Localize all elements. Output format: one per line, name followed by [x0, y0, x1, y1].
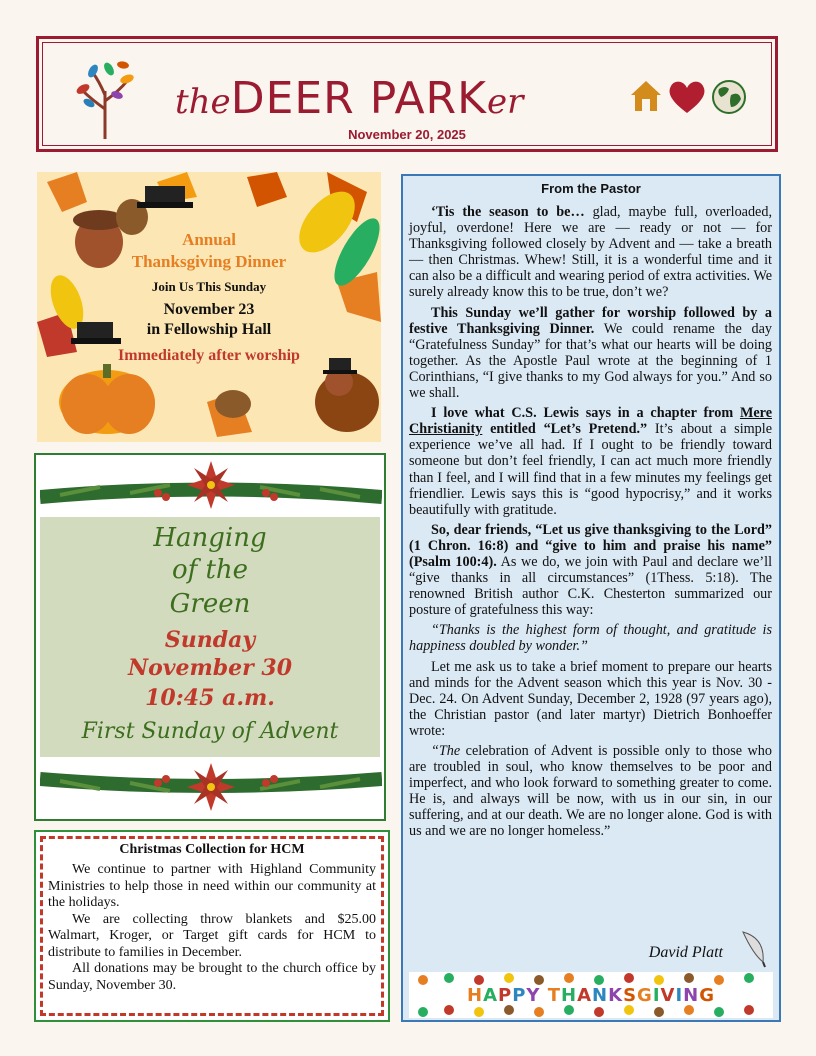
banner-letter: N	[683, 985, 700, 1006]
paragraph-text: It’s about a simple experience we’ve all had. If I ought to be friendly toward someone but don’t feel friendly, I can act much more friendly than I feel, and I will find that in a few minutes my feelings get friendlier. Lewis says this is “good hypocrisy,” and it works beautifully with gratitude.	[409, 421, 773, 518]
green-title-3: Green	[169, 589, 251, 619]
paragraph-lead: ‘Tis the season to be…	[431, 204, 585, 220]
banner-letter: A	[577, 985, 593, 1006]
banner-letter: G	[699, 985, 716, 1006]
lead-text: entitled “Let’s Pretend.”	[482, 421, 648, 438]
dinner-date: November 23	[163, 301, 255, 318]
poinsettia-garland-top	[40, 457, 382, 517]
quote-lead: “The	[431, 743, 461, 759]
banner-letter: A	[483, 985, 498, 1006]
lead-text: I love what C.S. Lewis says in a chapter from	[431, 405, 740, 422]
pastor-heading: From the Pastor	[541, 181, 641, 196]
banner-letter: T	[547, 985, 562, 1006]
bonhoeffer-quote	[409, 743, 772, 840]
banner-letter: I	[652, 985, 661, 1006]
banner-letter: N	[592, 985, 609, 1006]
pastor-paragraph	[409, 522, 772, 619]
book-title: Mere Christianity	[409, 405, 772, 438]
banner-letter: S	[623, 985, 638, 1006]
banner-letter: P	[512, 985, 527, 1006]
issue-date: November 20, 2025	[348, 127, 466, 142]
quill-pen-icon	[739, 928, 769, 968]
banner-letter: Y	[526, 985, 541, 1006]
pastor-paragraph	[409, 405, 772, 518]
pastor-signature: David Platt	[648, 944, 723, 961]
green-title-1: Hanging	[153, 523, 267, 553]
quote-text: celebration of Advent is possible only to those who are troubled in soul, who know themselves to be poor and imperfect, and who look forward to something greater to come. He is, and always will be now, with us in our sin, in our suffering, and at our death. We are no longer alone. God is with us and we are no longer homeless.”	[409, 743, 772, 840]
pastor-paragraph	[409, 204, 772, 301]
pastor-paragraph: Let me ask us to take a brief moment to prepare our hearts and minds for the Advent season which this year is Nov. 30 - Dec. 24. On Advent Sunday, December 2, 1928 (97 years ago), the Christian pastor (and later martyr) Dietrich Bonhoeffer wrote:	[409, 658, 772, 739]
paragraph-text: As we do, we join with Paul and declare we’ll “give thanks in all circumstances” (1Thess. 5:18). The renowned British author C.K. Chesterton summarized our posture of gratefulness this way:	[409, 553, 773, 619]
banner-letter: H	[466, 985, 484, 1006]
hcm-paragraph: We continue to partner with Highland Community Ministries to help those in need within our community at the holidays.	[48, 862, 376, 910]
pastor-letter	[409, 204, 772, 844]
heart-icon	[667, 79, 707, 115]
banner-letter: V	[660, 985, 676, 1006]
dinner-invite: Join Us This Sunday	[151, 279, 267, 294]
paragraph-text: We could rename the day “Gratefulness Sunday” for that’s what our hearts will be doing together. As the Apostle Paul wrote at the beginning of 1 Corinthians, “I give thanks to my God always for you.” And so we shall.	[409, 320, 772, 402]
green-title-2: of the	[171, 555, 249, 585]
paragraph-lead: So, dear friends, “Let us give thanksgiving to the Lord” (1 Chron. 16:8) and “give to him and praise his name” (Psalm 100:4).	[409, 521, 772, 570]
dinner-heading-1: Annual	[182, 230, 236, 249]
poinsettia-garland-bottom	[40, 757, 382, 817]
title-main: DEER PARK	[230, 73, 487, 124]
christmas-collection-card	[34, 830, 390, 1022]
banner-text	[409, 985, 773, 1006]
banner-letter: H	[561, 985, 578, 1006]
hcm-paragraph: All donations may be brought to the church office by Sunday, November 30.	[48, 961, 376, 993]
green-time: 10:45 a.m.	[145, 685, 275, 711]
dinner-heading-2: Thanksgiving Dinner	[131, 252, 287, 271]
paragraph-text: glad, maybe full, overloaded, joyful, overdone! Here we are — ready or not — for Thanksgiving followed closely by Advent and — take a breath — then Christmas. Whew! Still, it is a wonderful time and it can also be a difficult and wearing period of extra activities. We surely already know this to be true, don’t we?	[409, 204, 772, 301]
thanksgiving-dinner-card	[37, 172, 381, 442]
banner-letter: P	[498, 985, 513, 1006]
pastor-paragraph	[409, 305, 772, 402]
newsletter-title	[175, 73, 523, 124]
paragraph-lead: This Sunday we’ll gather for worship followed by a festive Thanksgiving Dinner.	[409, 304, 772, 337]
banner-letter	[540, 985, 547, 1006]
title-er: er	[486, 82, 524, 122]
dinner-location: in Fellowship Hall	[146, 321, 272, 338]
green-subtitle: First Sunday of Advent	[81, 719, 339, 744]
hcm-paragraph: We are collecting throw blankets and $25.00 Walmart, Kroger, or Target gift cards for HCM to distribute to families in December.	[48, 911, 376, 960]
happy-thanksgiving-banner	[409, 972, 773, 1018]
green-date: November 30	[127, 655, 293, 681]
globe-icon	[711, 79, 747, 115]
banner-letter: K	[608, 985, 624, 1006]
hcm-title: Christmas Collection for HCM	[119, 842, 305, 857]
hcm-body	[48, 862, 376, 994]
green-day: Sunday	[164, 627, 256, 653]
dinner-time: Immediately after worship	[118, 347, 300, 364]
from-the-pastor-column	[401, 174, 781, 1022]
house-icon	[629, 79, 663, 113]
title-the: the	[175, 82, 231, 122]
banner-letter: I	[675, 985, 684, 1006]
chesterton-quote: “Thanks is the highest form of thought, and gratitude is happiness doubled by wonder.”	[409, 622, 772, 655]
banner-letter: G	[637, 985, 653, 1006]
hanging-of-the-green-card	[34, 453, 386, 821]
masthead	[36, 36, 778, 152]
